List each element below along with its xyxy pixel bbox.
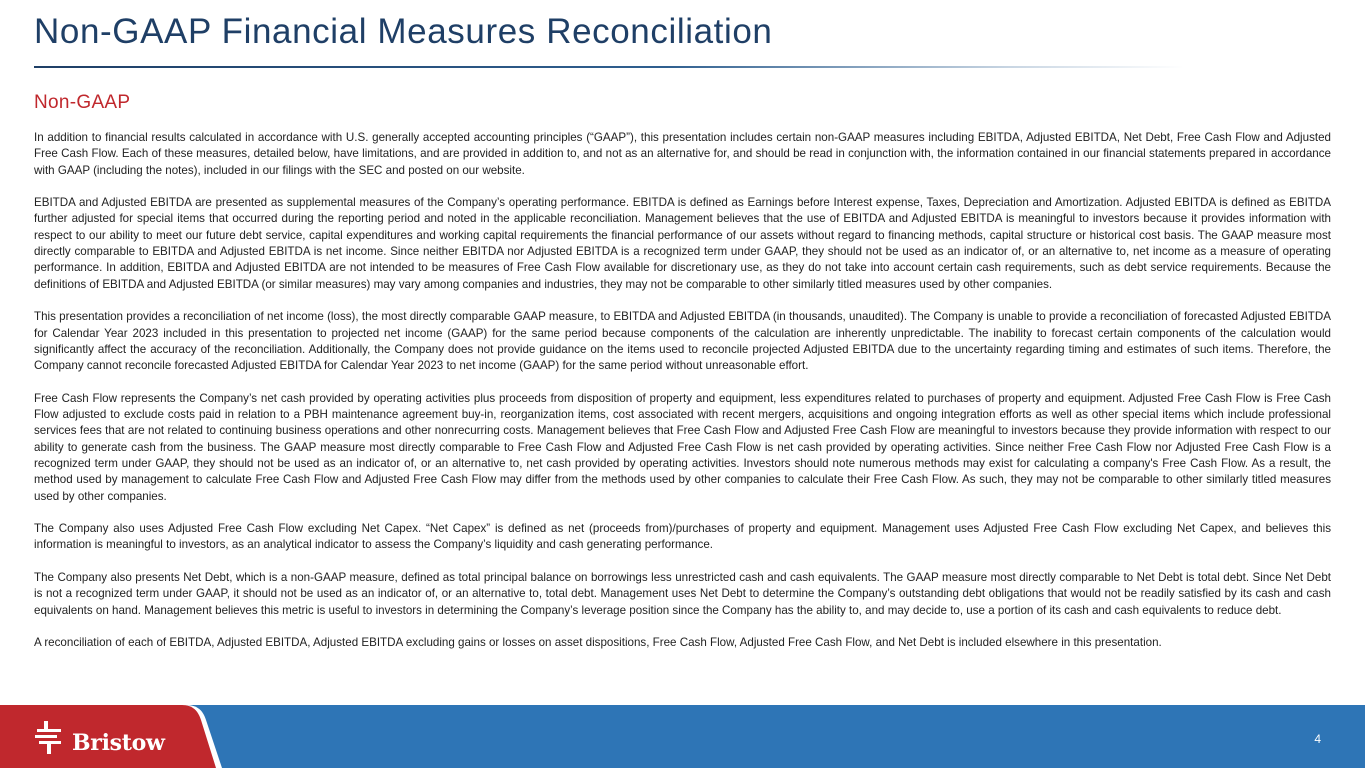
paragraph-ebitda: EBITDA and Adjusted EBITDA are presented as supplemental measures of the Company’s operating performance. EBITDA is defined as Earnings before Interest expense, Taxes, Depreciation and Amortization. Adjusted EBITDA is defined as EBITDA further adjusted for special items that occurred during the reporting period and noted in the applicable reconciliation. Management believes that the use of EBITDA and Adjusted EBITDA is meaningful to investors because it provides information with respect to our ability to meet our future debt service, capital expenditures and working capital requirements the financial performance of our assets without regard to financing methods, capital structure or historical cost basis. The GAAP measure most directly comparable to EBITDA and Adjusted EBITDA is net income. Since neither EBITDA nor Adjusted EBITDA is a recognized term under GAAP, they should not be used as an indicator of, or an alternative to, net income as a measure of operating performance. In addition, EBITDA and Adjusted EBITDA are not intended to be measures of Free Cash Flow available for discretionary use, as they do not take into account certain cash requirements, such as debt service requirements. Because the definitions of EBITDA and Adjusted EBITDA (or similar measures) may vary among companies and industries, they may not be comparable to other similarly titled measures used by other companies. xyxy=(34,196,1331,291)
paragraph-net-capex: The Company also uses Adjusted Free Cash Flow excluding Net Capex. “Net Capex” is defined as net (proceeds from)/purchases of property and equipment. Management uses Adjusted Free Cash Flow excluding Net Capex, and believes this information is meaningful to investors, as an analytical indicator to assess the Company’s liquidity and cash generating performance. xyxy=(34,522,1331,552)
section-subtitle: Non-GAAP xyxy=(34,92,131,113)
paragraph-free-cash-flow: Free Cash Flow represents the Company’s net cash provided by operating activities plus proceeds from disposition of property and equipment, less expenditures related to purchases of property and equipment. Adjusted Free Cash Flow is Free Cash Flow adjusted to exclude costs paid in relation to a PBH maintenance agreement buy-in, reorganization items, cost associated with recent mergers, acquisitions and ongoing integration efforts as well as other special items which include professional services fees that are not related to continuing business operations and other nonrecurring costs. Management believes that Free Cash Flow and Adjusted Free Cash Flow are meaningful to investors because they provide information with respect to our ability to generate cash from the business. The GAAP measure most directly comparable to Free Cash Flow and Adjusted Free Cash Flow is net cash provided by operating activities. Since neither Free Cash Flow nor Adjusted Free Cash Flow is a recognized term under GAAP, they should not be used as an indicator of, or an alternative to, net cash provided by operating activities. Investors should note numerous methods may exist for calculating a company's Free Cash Flow. As a result, the method used by management to calculate Free Cash Flow and Adjusted Free Cash Flow may differ from the methods used by other companies to calculate their Free Cash Flow. As such, they may not be comparable to other similarly titled measures used by other companies. xyxy=(34,391,1331,503)
body-text xyxy=(34,130,1331,652)
footer-band xyxy=(0,705,1365,768)
paragraph-summary: A reconciliation of each of EBITDA, Adjusted EBITDA, Adjusted EBITDA excluding gains or losses on asset dispositions, Free Cash Flow, Adjusted Free Cash Flow, and Net Debt is included elsewhere in this presentation. xyxy=(34,636,1162,650)
paragraph-reconciliation: This presentation provides a reconciliation of net income (loss), the most directly comparable GAAP measure, to EBITDA and Adjusted EBITDA (in thousands, unaudited). The Company is unable to provide a reconciliation of forecasted Adjusted EBITDA for Calendar Year 2023 included in this presentation to projected net income (GAAP) for the same period because components of the calculation are inherently unpredictable. The inability to forecast certain components of the calculation would significantly affect the accuracy of the reconciliation. Additionally, the Company does not provide guidance on the items used to reconcile projected Adjusted EBITDA due to the uncertainty regarding timing and estimates of such items. Therefore, the Company cannot reconcile forecasted Adjusted EBITDA for Calendar Year 2023 to net income (GAAP) for the same period without unreasonable effort. xyxy=(34,310,1331,373)
brand-name: Bristow xyxy=(72,730,165,756)
page-title: Non-GAAP Financial Measures Reconciliation xyxy=(34,12,773,51)
paragraph-intro: In addition to financial results calculated in accordance with U.S. generally accepted accounting principles (“GAAP”), this presentation includes certain non-GAAP measures including EBITDA, Adjusted EBITDA, Net Debt, Free Cash Flow and Adjusted Free Cash Flow. Each of these measures, detailed below, have limitations, and are provided in addition to, and not as an alternative for, and should be read in conjunction with, the information contained in our financial statements prepared in accordance with GAAP (including the notes), included in our filings with the SEC and posted on our website. xyxy=(34,131,1331,177)
title-underline xyxy=(34,66,1184,68)
paragraph-net-debt: The Company also presents Net Debt, which is a non-GAAP measure, defined as total principal balance on borrowings less unrestricted cash and cash equivalents. The GAAP measure most directly comparable to Net Debt is total debt. Since Net Debt is not a recognized term under GAAP, it should not be used as an indicator of, or an alternative to, total debt. Management uses Net Debt to determine the Company’s outstanding debt obligations that would not be readily satisfied by its cash and cash equivalents on hand. Management believes this metric is useful to investors in determining the Company’s leverage position since the Company has the ability to, and may decide to, use a portion of its cash and cash equivalents to reduce debt. xyxy=(34,571,1331,617)
page-number: 4 xyxy=(1314,732,1321,746)
